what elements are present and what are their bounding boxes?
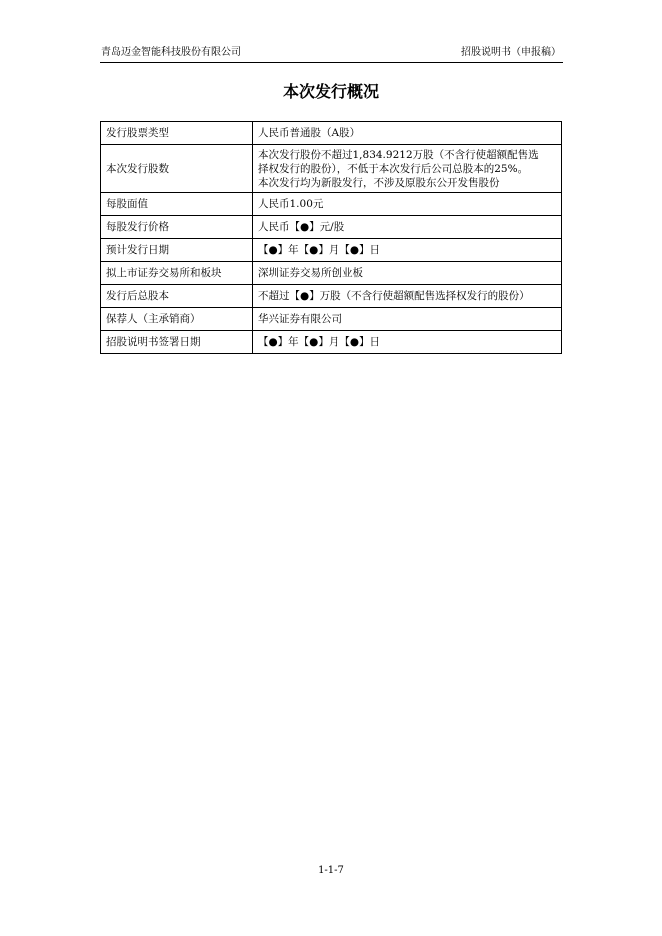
row-value: 【●】年【●】月【●】日 (253, 331, 562, 354)
page-header (100, 44, 563, 63)
table-row (101, 262, 562, 285)
row-value: 不超过【●】万股（不含行使超额配售选择权发行的股份） (253, 285, 562, 308)
row-value-line: 本次发行均为新股发行，不涉及原股东公开发售股份 (258, 176, 500, 189)
table-row (101, 308, 562, 331)
row-value-line: 本次发行股份不超过1,834.9212万股（不含行使超额配售选 (258, 148, 539, 161)
document-type: 招股说明书（申报稿） (461, 47, 561, 58)
table-row (101, 239, 562, 262)
row-label: 预计发行日期 (101, 239, 253, 262)
table-row (101, 193, 562, 216)
row-value: 华兴证券有限公司 (253, 308, 562, 331)
row-value: 人民币1.00元 (253, 193, 562, 216)
row-label: 发行股票类型 (101, 122, 253, 145)
row-label: 每股面值 (101, 193, 253, 216)
row-value: 【●】年【●】月【●】日 (253, 239, 562, 262)
page-number: 1-1-7 (318, 865, 344, 876)
table-row (101, 331, 562, 354)
row-label: 招股说明书签署日期 (101, 331, 253, 354)
table-row (101, 285, 562, 308)
row-label: 本次发行股数 (101, 145, 253, 193)
table-row (101, 122, 562, 145)
row-value: 深圳证券交易所创业板 (253, 262, 562, 285)
row-label: 保荐人（主承销商） (101, 308, 253, 331)
row-label: 发行后总股本 (101, 285, 253, 308)
issuance-overview-table (100, 121, 562, 354)
row-value: 人民币【●】元/股 (253, 216, 562, 239)
row-label: 每股发行价格 (101, 216, 253, 239)
row-label: 拟上市证券交易所和板块 (101, 262, 253, 285)
row-value-line: 择权发行的股份），不低于本次发行后公司总股本的25%。 (258, 162, 529, 175)
table-row (101, 145, 562, 193)
company-name: 青岛迈金智能科技股份有限公司 (101, 47, 241, 58)
table-row (101, 216, 562, 239)
row-value (253, 145, 562, 193)
page-title: 本次发行概况 (282, 82, 379, 101)
row-value: 人民币普通股（A股） (253, 122, 562, 145)
